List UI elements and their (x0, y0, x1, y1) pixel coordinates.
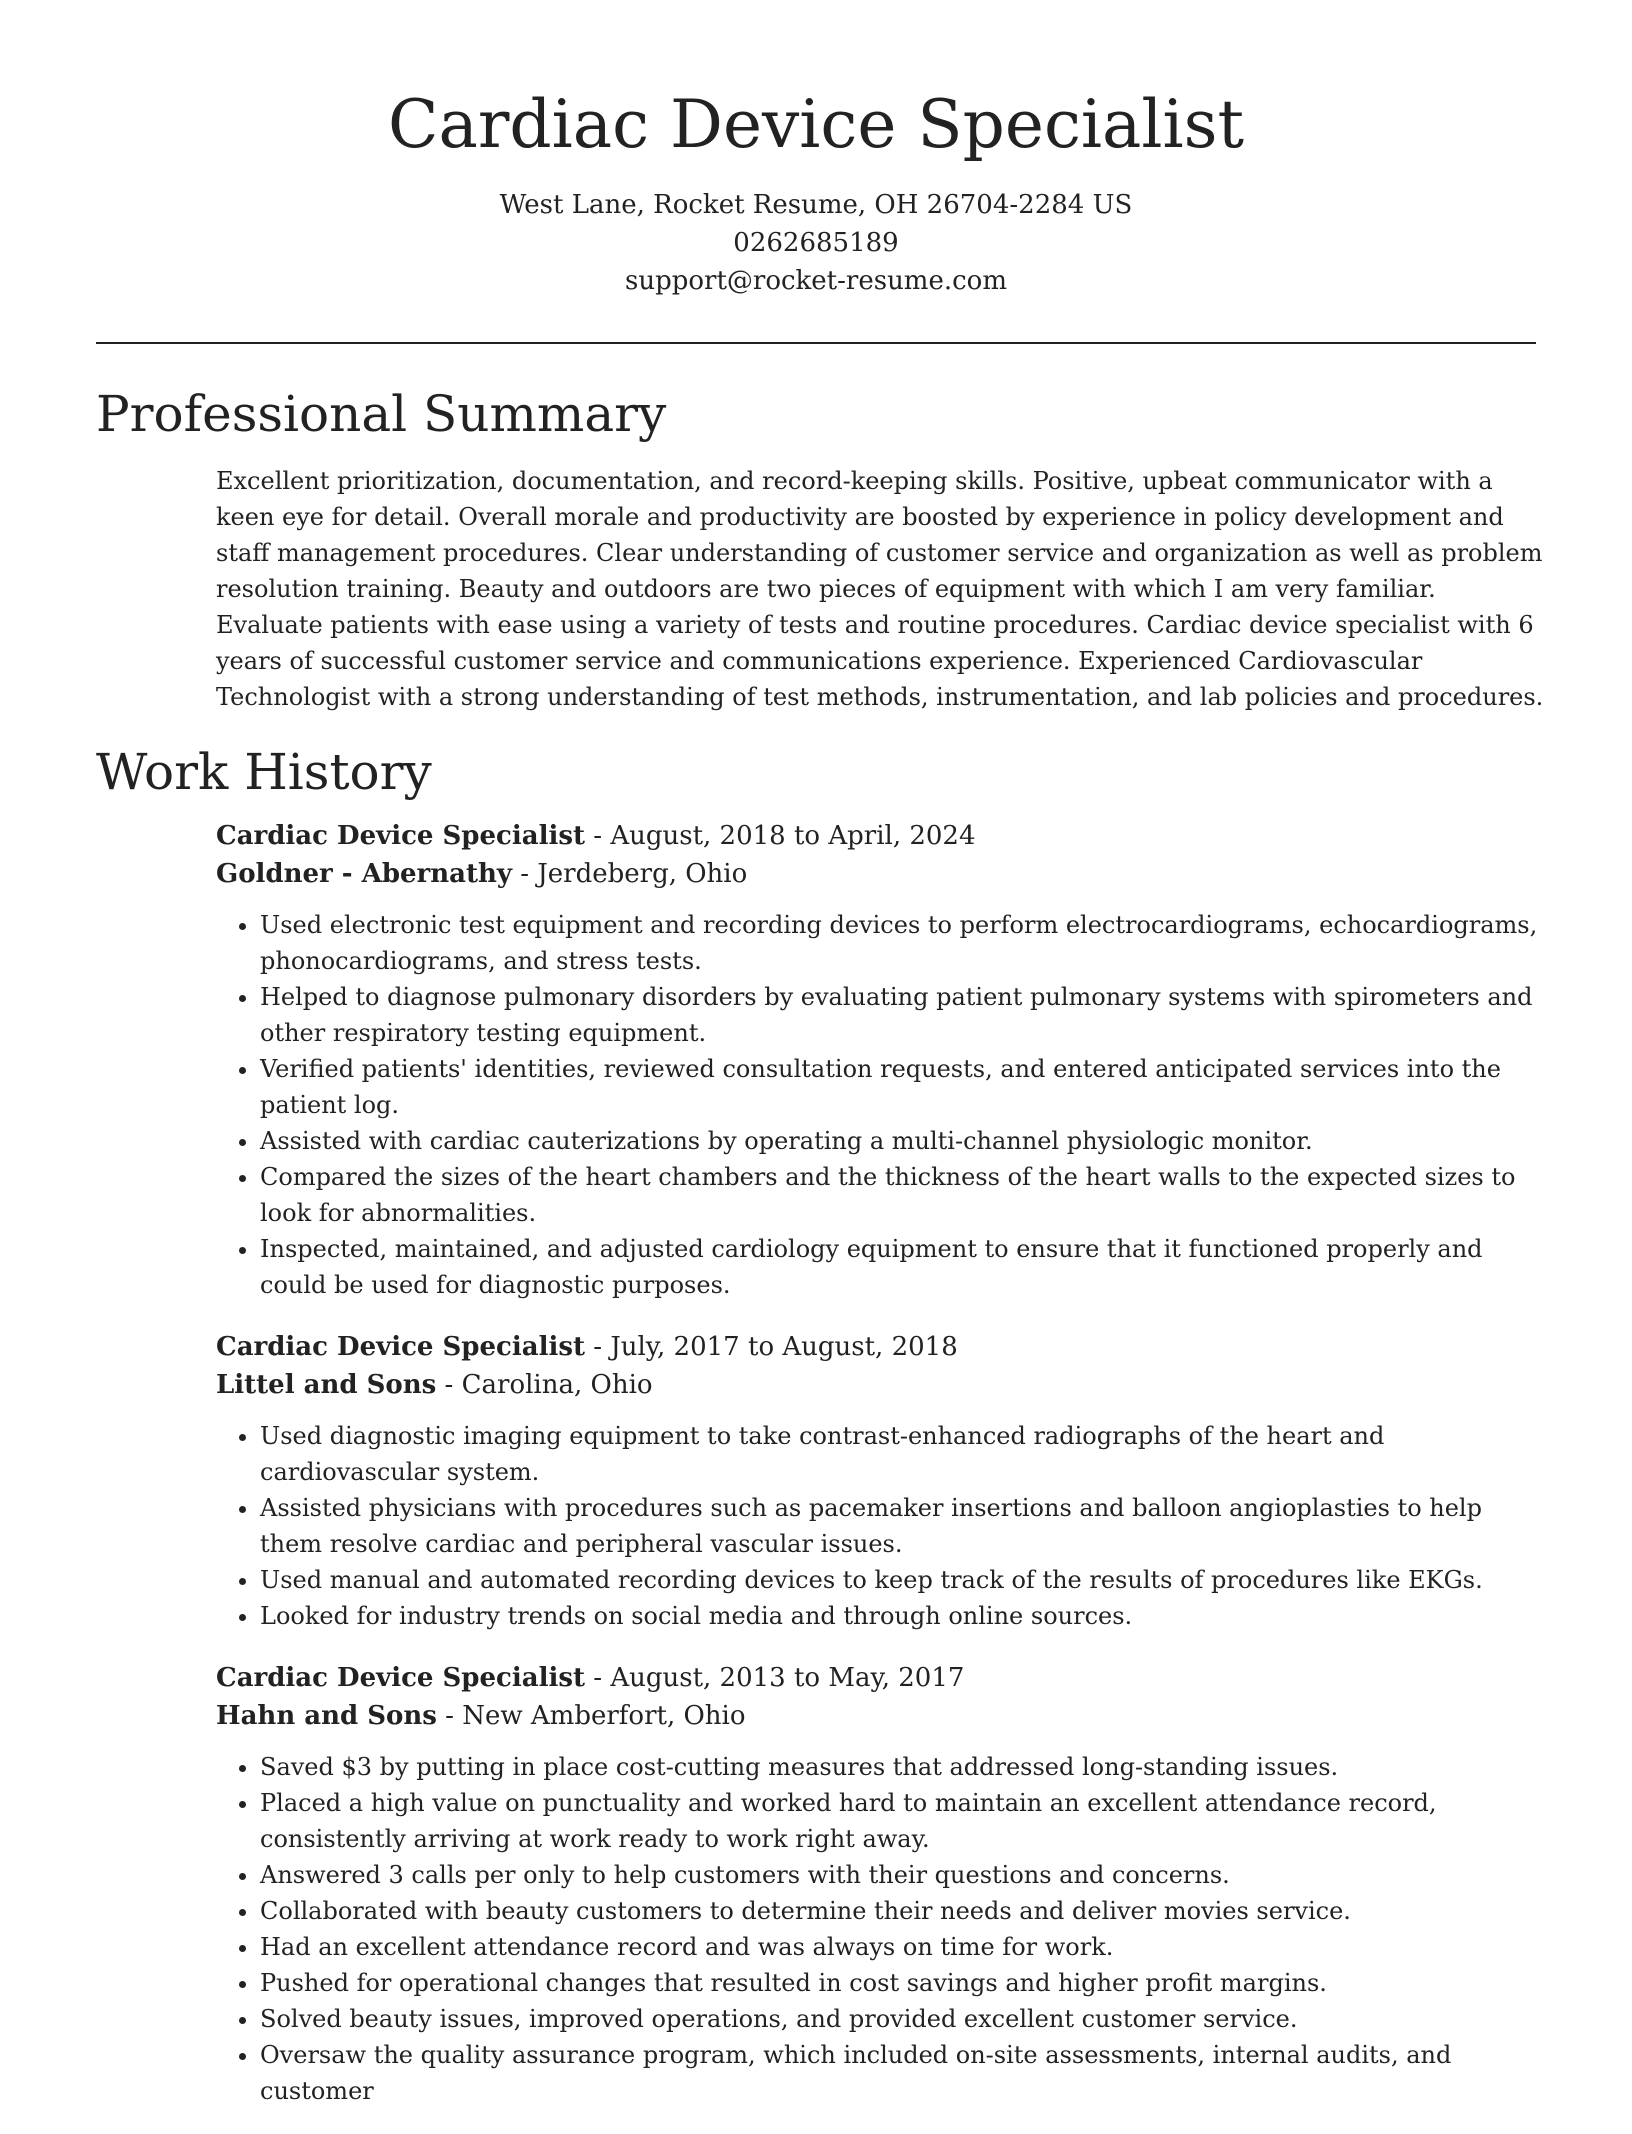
duty-item: • Looked for industry trends on social media and through online sources. (260, 1598, 1548, 1634)
duty-item: • Compared the sizes of the heart chambers and the thickness of the heart walls to the expected sizes to look for abnormalities. (260, 1159, 1548, 1231)
duty-item: • Placed a high value on punctuality and worked hard to maintain an excellent attendance record, consistently arriving at work ready to work right away. (260, 1785, 1548, 1857)
duty-item: • Assisted with cardiac cauterizations by operating a multi-channel physiologic monitor. (260, 1123, 1548, 1159)
duty-item: • Used electronic test equipment and recording devices to perform electrocardiograms, echocardiograms, phonocardiograms, and stress tests. (260, 907, 1548, 979)
duty-item: • Oversaw the quality assurance program, which included on-site assessments, internal audits, and customer (260, 2037, 1548, 2109)
duty-item: • Assisted physicians with procedures such as pacemaker insertions and balloon angioplasties to help them resolve cardiac and peripheral vascular issues. (260, 1490, 1548, 1562)
summary-text: Excellent prioritization, documentation, and record-keeping skills. Positive, upbeat communicator with a keen eye for detail. Overall morale and productivity are boosted by experience in policy development and staff management procedures. Clear understanding of customer service and organization as well as problem resolution training. Beauty and outdoors are two pieces of equipment with which I am very familiar. Evaluate patients with ease using a variety of tests and routine procedures. Cardiac device specialist with 6 years of successful customer service and communications experience. Experienced Cardiovascular Technologist with a strong understanding of test methods, instrumentation, and lab policies and procedures. (216, 467, 1544, 711)
job-duties (216, 1418, 1548, 1634)
work-history-heading: Work History (96, 743, 432, 801)
duty-item: • Collaborated with beauty customers to determine their needs and deliver movies service. (260, 1893, 1548, 1929)
duty-item: • Inspected, maintained, and adjusted cardiology equipment to ensure that it functioned properly and could be used for diagnostic purposes. (260, 1231, 1548, 1303)
job-duties (216, 907, 1548, 1303)
duty-item: • Helped to diagnose pulmonary disorders by evaluating patient pulmonary systems with spirometers and other respiratory testing equipment. (260, 979, 1548, 1051)
duty-item: • Used diagnostic imaging equipment to take contrast-enhanced radiographs of the heart and cardiovascular system. (260, 1418, 1548, 1490)
candidate-name: Cardiac Device Specialist (388, 86, 1244, 163)
duty-item: • Verified patients' identities, reviewed consultation requests, and entered anticipated services into the patient log. (260, 1051, 1548, 1123)
job-dates: August, 2018 to April, 2024 (610, 821, 976, 851)
job-company: Goldner - Abernathy (216, 859, 513, 889)
job-entry (216, 1659, 1548, 2109)
duty-item: • Saved $3 by putting in place cost-cutting measures that addressed long-standing issues. (260, 1749, 1548, 1785)
summary-heading: Professional Summary (96, 385, 667, 443)
duty-item: • Pushed for operational changes that resulted in cost savings and higher profit margins. (260, 1965, 1548, 2001)
job-location: New Amberfort, Ohio (462, 1701, 746, 1731)
contact-email: support@rocket-resume.com (624, 266, 1007, 296)
duty-item: • Used manual and automated recording devices to keep track of the results of procedures like EKGs. (260, 1562, 1548, 1598)
work-history-list (216, 817, 1548, 2134)
job-company-line: Goldner - Abernathy - Jerdeberg, Ohio (216, 859, 748, 889)
job-duties (216, 1749, 1548, 2109)
duty-item: • Had an excellent attendance record and was always on time for work. (260, 1929, 1548, 1965)
job-title-line: Cardiac Device Specialist - August, 2018 to April, 2024 (216, 821, 976, 851)
job-location: Jerdeberg, Ohio (537, 859, 748, 889)
job-location: Carolina, Ohio (461, 1370, 653, 1400)
job-dates: July, 2017 to August, 2018 (610, 1332, 958, 1362)
job-company-line: Hahn and Sons - New Amberfort, Ohio (216, 1701, 746, 1731)
job-title-line: Cardiac Device Specialist - July, 2017 to August, 2018 (216, 1332, 958, 1362)
job-title-line: Cardiac Device Specialist - August, 2013 to May, 2017 (216, 1663, 965, 1693)
resume-header (0, 80, 1632, 300)
duty-item: • Solved beauty issues, improved operations, and provided excellent customer service. (260, 2001, 1548, 2037)
contact-address: West Lane, Rocket Resume, OH 26704-2284 US (499, 190, 1133, 220)
job-title: Cardiac Device Specialist (216, 1332, 585, 1362)
job-dates: August, 2013 to May, 2017 (610, 1663, 965, 1693)
job-entry (216, 817, 1548, 1303)
job-company-line: Littel and Sons - Carolina, Ohio (216, 1370, 653, 1400)
duty-item: • Answered 3 calls per only to help customers with their questions and concerns. (260, 1857, 1548, 1893)
contact-phone: 0262685189 (733, 228, 899, 258)
job-entry (216, 1328, 1548, 1634)
job-title: Cardiac Device Specialist (216, 1663, 585, 1693)
job-title: Cardiac Device Specialist (216, 821, 585, 851)
job-company: Littel and Sons (216, 1370, 437, 1400)
header-divider (96, 342, 1536, 344)
job-company: Hahn and Sons (216, 1701, 437, 1731)
